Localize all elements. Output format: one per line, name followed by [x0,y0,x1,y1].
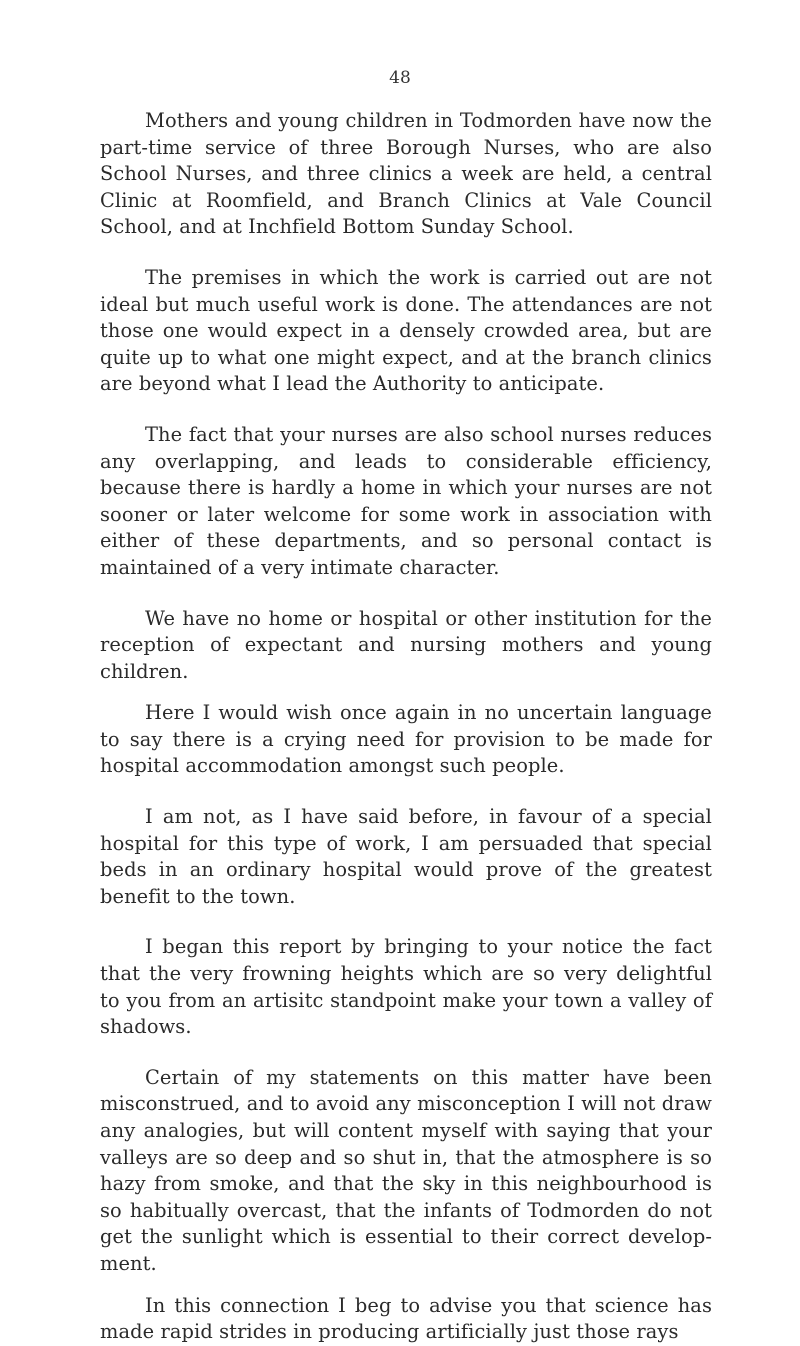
body-text [100,108,712,1346]
paragraph-8: Certain of my statements on this matter have been misconstrued, and to avoid any misconception I will not draw any analogies, but will content myself with saying that your valleys are so deep and so shut in, that the atmosphere is so hazy from smoke, and that the sky in this neighbourhood is so habitually overcast, that the infants of Todmorden do not get the sunlight which is essential to their correct develop-ment. [100,1065,712,1275]
paragraph-5: Here I would wish once again in no uncertain language to say there is a crying need for provision to be made for hospital accommodation amongst such people. [100,701,712,778]
paragraph-9: In this connection I beg to advise you that science has made rapid strides in producing artificially just those rays [100,1293,712,1344]
paragraph-6: I am not, as I have said before, in favour of a special hospital for this type of work, I am persuaded that special beds in an ordinary hospital would prove of the greatest benefit to the town. [100,805,712,908]
page-number: 48 [389,68,411,88]
paragraph-1: Mothers and young children in Todmorden have now the part-time service of three Borough Nurses, who are also School Nurses, and three clinics a week are held, a central Clinic at Roomfield, and Branch Clinics at Vale Council School, and at Inchfield Bottom Sunday School. [100,109,712,239]
paragraph-3: The fact that your nurses are also school nurses reduces any overlapping, and leads to considerable efficiency, because there is hardly a home in which your nurses are not sooner or later welcome for some work in association with either of these departments, and so personal contact is maintained of a very intimate character. [100,422,712,579]
paragraph-7: I began this report by bringing to your notice the fact that the very frowning heights which are so very delightful to you from an artisitc standpoint make your town a valley of shadows. [100,935,712,1039]
paragraph-4: We have no home or hospital or other institution for the reception of expectant and nursing mothers and young children. [100,606,712,683]
paragraph-2: The premises in which the work is carried out are not ideal but much useful work is done. The attendances are not those one would expect in a densely crowded area, but are quite up to what one might expect, and at the branch clinics are beyond what I lead the Authority to anticipate. [100,265,712,396]
